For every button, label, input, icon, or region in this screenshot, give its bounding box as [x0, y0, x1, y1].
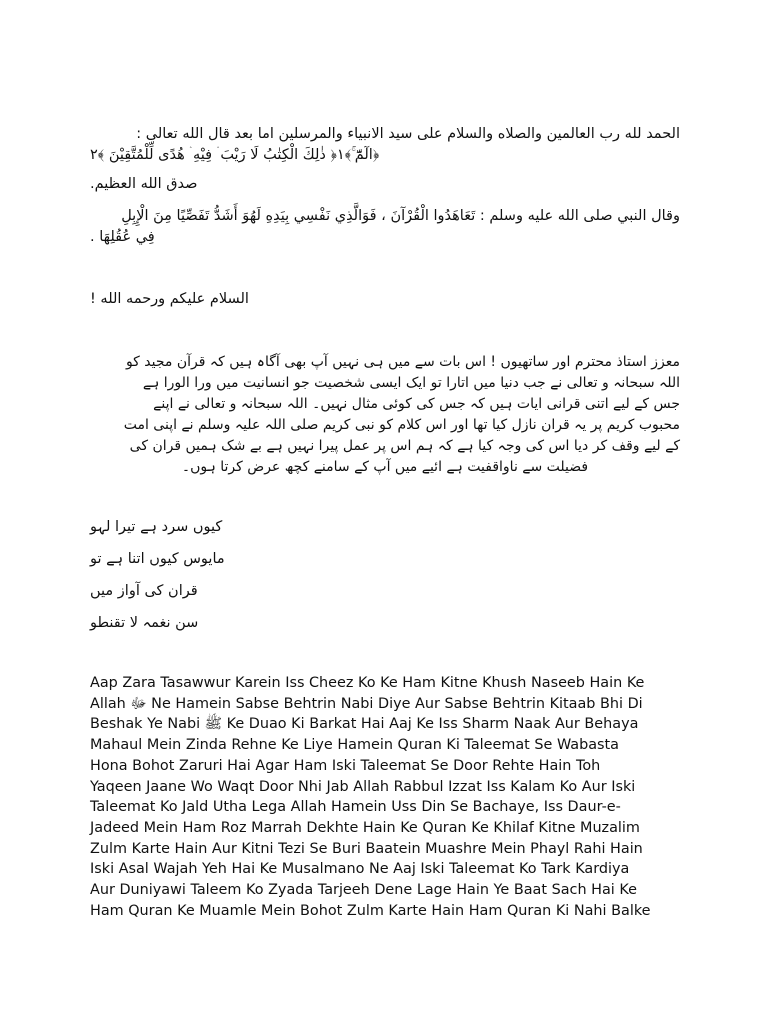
intro-line: محبوب کریم پر یہ قران نازل کیا تھا اور اس کلام کو نبی کریم صلی اللہ علیہ وسلم نے اپنی امت — [123, 417, 680, 433]
english-line: Yaqeen Jaane Wo Waqt Door Nhi Jab Allah Rabbul Izzat Iss Kalam Ko Aur Iski — [90, 778, 636, 795]
quran-verse-line: ﴿الٓمّٓ ۚ﴾۱﴿ ذٰلِكَ الْكِتٰبُ لَا رَيْبَ ۛ فِيْهِ ۛ هُدًى لِّلْمُتَّقِيْنَ ﴾۲ — [90, 147, 380, 163]
sadaq-paragraph — [90, 174, 680, 195]
salam-line: السلام عليكم ورحمه الله ! — [90, 291, 249, 307]
english-line: Taleemat Ko Jald Utha Lega Allah Hamein Uss Din Se Bachaye, Iss Daur-e- — [90, 799, 621, 816]
intro-line: معزز استاذ محترم اور ساتھیوں ! اس بات سے میں ہی نہیں آپ بھی آگاہ ہیں کہ قرآن مجید کو — [125, 354, 680, 370]
english-line: Ham Quran Ke Muamle Mein Bohot Zulm Karte Hain Ham Quran Ki Nahi Balke — [90, 902, 651, 919]
intro-line: کے لیے وقف کر دیا اس کی وجہ کیا ہے کہ ہم اس پر عمل پیرا نہیں ہے بے شک ہمیں قران کی — [129, 438, 680, 454]
english-paragraph — [90, 673, 680, 921]
hamd-paragraph — [90, 124, 680, 166]
document-page — [90, 0, 680, 1024]
poem-line: سن نغمہ لا تقنطو — [90, 615, 199, 631]
english-line: Aur Duniyawi Taleem Ko Zyada Tarjeeh Dene Lage Hain Ye Baat Sach Hai Ke — [90, 882, 637, 899]
english-line: Iski Asal Wajah Yeh Hai Ke Musalmano Ne Aaj Iski Taleemat Ko Tark Kardiya — [90, 861, 630, 878]
poem-line: قران کی آواز میں — [90, 583, 198, 599]
poem-line: مایوس کیوں اتنا ہے تو — [90, 551, 225, 567]
salam-paragraph — [90, 289, 680, 310]
intro-line: جس کے لیے اتنی قرانی ایات ہیں کہ جس کی کوئی مثال نہیں۔ اللہ سبحانہ و تعالی نے اپنے — [153, 396, 680, 412]
english-line: Beshak Ye Nabi ﷺ Ke Duao Ki Barkat Hai Aaj Ke Iss Sharm Naak Aur Behaya — [90, 716, 639, 733]
hadith-line: وقال النبي صلى الله عليه وسلم : تَعَاهَدُوا الْقُرْآنَ ، فَوَالَّذِي نَفْسِي بِيَدِهِ لَهُوَ أَشَدُّ تَفَصِّيًا مِنَ الْإِبِلِ — [121, 208, 680, 224]
english-line: Jadeed Mein Ham Roz Marrah Dekhte Hain Ke Quran Ke Khilaf Kitne Muzalim — [90, 819, 640, 836]
english-line: Zulm Karte Hain Aur Kitni Tezi Se Buri Baatein Muashre Mein Phayl Rahi Hain — [90, 840, 643, 857]
poem-line: کیوں سرد ہے تیرا لہو — [90, 519, 223, 535]
english-line: Allah ﷻ Ne Hamein Sabse Behtrin Nabi Diye Aur Sabse Behtrin Kitaab Bhi Di — [90, 695, 643, 712]
poem-block — [90, 517, 680, 645]
hadith-line: فِي عُقُلِهَا . — [90, 229, 155, 245]
sadaq-line: صدق الله العظيم. — [90, 176, 198, 192]
hamd-line: الحمد لله رب العالمين والصلاه والسلام على سيد الانبياء والمرسلين اما بعد قال الله تعالى : — [136, 126, 680, 142]
english-line: Aap Zara Tasawwur Karein Iss Cheez Ko Ke Ham Kitne Khush Naseeb Hain Ke — [90, 675, 645, 691]
intro-line: فضیلت سے ناواقفیت ہے ائیے میں آپ کے سامنے کچھ عرض کرتا ہوں۔ — [181, 459, 589, 475]
english-line: Mahaul Mein Zinda Rehne Ke Liye Hamein Quran Ki Taleemat Se Wabasta — [90, 737, 619, 754]
intro-paragraph — [90, 352, 680, 478]
intro-line: اللہ سبحانہ و تعالی نے جب دنیا میں اتارا تو ایک ایسی شخصیت جو انسانیت میں ورا الورا ہے — [142, 375, 680, 391]
hadith-paragraph — [90, 206, 680, 248]
english-line: Hona Bohot Zaruri Hai Agar Ham Iski Taleemat Se Door Rehte Hain Toh — [90, 757, 601, 774]
